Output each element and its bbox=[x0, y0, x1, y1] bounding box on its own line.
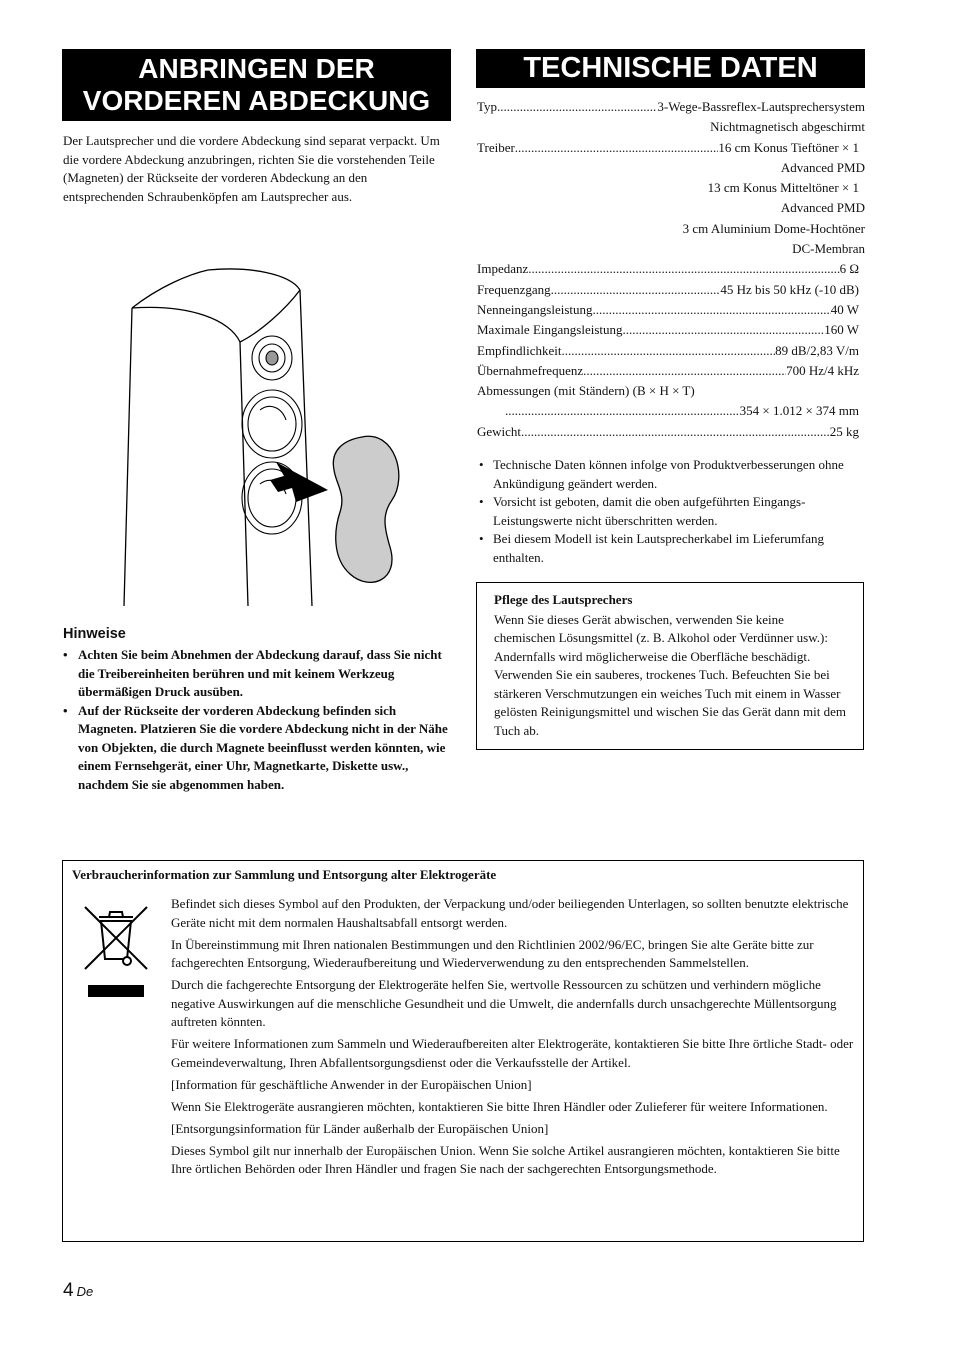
spec-row-weight bbox=[477, 422, 865, 442]
page-footer bbox=[63, 1280, 93, 1302]
page-number: 4 bbox=[63, 1280, 74, 1301]
spec-note-item: • Technische Daten können infolge von Produktverbesserungen ohne Ankündigung geändert werden. bbox=[477, 456, 865, 493]
note-item: • Achten Sie beim Abnehmen der Abdeckung darauf, dass Sie nicht die Treibereinheiten berühren und mit keinem Werkzeug übermäßigen Druck ausüben. bbox=[63, 646, 451, 702]
spec-value: 45 Hz bis 50 kHz (-10 dB) bbox=[720, 281, 859, 297]
weee-paragraph: In Übereinstimmung mit Ihren nationalen Bestimmungen und den Richtlinien 2002/96/EC, bringen Sie alte Geräte bitte zur fachgerechten Entsorgung, Wiederaufbereitung und Wiederverwendung zu den entsprechenden Sammelstellen. bbox=[171, 936, 814, 970]
spec-value: 16 cm Konus Tieftöner × 1 bbox=[718, 139, 859, 155]
section-title-specs: TECHNISCHE DATEN bbox=[476, 49, 865, 88]
spec-value: 354 × 1.012 × 374 mm bbox=[739, 403, 859, 419]
spec-label: Impedanz bbox=[477, 261, 529, 277]
spec-extra: 13 cm Konus Mitteltöner × 1 bbox=[707, 180, 859, 196]
weee-paragraph: [Information für geschäftliche Anwender in der Europäischen Union] bbox=[171, 1076, 532, 1092]
care-title: Pflege des Lautsprechers bbox=[494, 592, 633, 607]
spec-value: 89 dB/2,83 V/m bbox=[775, 342, 859, 358]
page-language: De bbox=[76, 1284, 94, 1299]
spec-label: Treiber bbox=[477, 139, 515, 155]
spec-extra: DC-Membran bbox=[792, 241, 865, 257]
spec-label: Typ bbox=[477, 99, 498, 114]
weee-info-box bbox=[62, 860, 864, 1242]
care-text: Wenn Sie dieses Gerät abwischen, verwenden Sie keine chemischen Lösungsmittel (z. B. Alkohol oder Verdünner usw.): Andernfalls wird möglicherweise die Oberfläche beschädigt. Verwenden Sie ein sauberes, trockenes Tuch. Befeuchten Sie bei stärkeren Verschmutzungen ein weiches Tuch mit einem in Wasser gelösten Reinigungsmittel und wischen Sie das Gerät dann mit dem Tuch ab. bbox=[494, 611, 847, 738]
spec-label: Gewicht bbox=[477, 423, 522, 439]
care-box bbox=[476, 582, 864, 750]
spec-label: Abmessungen (mit Ständern) (B × H × T) bbox=[477, 383, 695, 399]
weee-paragraph: Für weitere Informationen zum Sammeln und Wiederaufbereiten alter Elektrogeräte, kontaktieren Sie bitte Ihre örtliche Stadt- oder Gemeindeverwaltung, Ihren Abfallentsorgungsdienst oder die Verkaufsstelle der Artikel. bbox=[171, 1036, 854, 1070]
spec-extra: 3 cm Aluminium Dome-Hochtöner bbox=[682, 220, 865, 236]
note-item: • Auf der Rückseite der vorderen Abdeckung befinden sich Magneten. Platzieren Sie die vordere Abdeckung nicht in der Nähe von Objekten, die durch Magnete beeinflusst werden könnten, wie einem Fernsehgerät, einer Uhr, Magnetkarte, Diskette usw., nachdem Sie sie abgenommen haben. bbox=[63, 702, 451, 795]
spec-row-max-power bbox=[477, 320, 865, 340]
spec-notes-list bbox=[477, 456, 865, 567]
notes-heading: Hinweise bbox=[63, 626, 126, 642]
speaker-cabinet bbox=[124, 269, 312, 606]
weee-paragraph: Durch die fachgerechte Entsorgung der Elektrogeräte helfen Sie, wertvolle Ressourcen zu schützen und verhindern mögliche negative Auswirkungen auf die menschliche Gesundheit und die Umwelt, die andernfalls durch unsachgerechte Müllentsorgung auftreten könnten. bbox=[171, 977, 837, 1029]
spec-row-type bbox=[477, 97, 865, 117]
spec-label: Nenneingangsleistung bbox=[477, 301, 593, 317]
spec-value: 160 W bbox=[824, 322, 859, 338]
spec-note-item: • Bei diesem Modell ist kein Lautsprecherkabel im Lieferumfang enthalten. bbox=[477, 530, 865, 567]
spec-label: Empfindlichkeit bbox=[477, 342, 562, 358]
spec-extra: Advanced PMD bbox=[780, 200, 865, 216]
spec-value: 25 kg bbox=[829, 423, 859, 439]
spec-extra: Nichtmagnetisch abgeschirmt bbox=[710, 119, 865, 135]
weee-text bbox=[171, 895, 857, 1182]
spec-row-rated-power bbox=[477, 300, 865, 320]
section-title-front-cover bbox=[62, 49, 451, 121]
spec-table bbox=[477, 97, 865, 442]
speaker-cover-illustration bbox=[100, 262, 400, 608]
weee-paragraph: Wenn Sie Elektrogeräte ausrangieren möchten, kontaktieren Sie bitte Ihren Händler oder Zulieferer für weitere Informationen. bbox=[171, 1098, 828, 1114]
intro-paragraph: Der Lautsprecher und die vordere Abdeckung sind separat verpackt. Um die vordere Abdeckung anzubringen, richten Sie die vorstehenden Teile (Magneten) der Rückseite der vorderen Abdeckung an den entsprechenden Schraubenköpfen am Lautsprecher aus. bbox=[63, 133, 440, 204]
spec-row-drivers bbox=[477, 138, 865, 158]
weee-paragraph: Dieses Symbol gilt nur innerhalb der Europäischen Union. Wenn Sie solche Artikel ausrangieren möchten, kontaktieren Sie bitte Ihre örtlichen Behörden oder Ihren Händler und fragen Sie nach der sachgerechten Entsorgungsmethode. bbox=[171, 1142, 840, 1176]
front-cover-shape bbox=[333, 436, 399, 582]
section-title-line2: VORDEREN ABDECKUNG bbox=[82, 85, 431, 116]
section-title-line1: ANBRINGEN DER bbox=[138, 53, 375, 84]
spec-row-frequency bbox=[477, 280, 865, 300]
spec-note-item: • Vorsicht ist geboten, damit die oben aufgeführten Eingangs-Leistungswerte nicht überschritten werden. bbox=[477, 493, 865, 530]
spec-row-impedance bbox=[477, 259, 865, 279]
spec-label: Frequenzgang bbox=[477, 281, 551, 297]
notes-list bbox=[63, 646, 451, 794]
spec-row-sensitivity bbox=[477, 341, 865, 361]
weee-paragraph: Befindet sich dieses Symbol auf den Produkten, der Verpackung und/oder beiliegenden Unterlagen, so sollten benutzte elektrische Geräte nicht mit dem normalen Haushaltsabfall entsorgt werden. bbox=[171, 896, 849, 930]
spec-value: 700 Hz/4 kHz bbox=[786, 362, 859, 378]
spec-row-dimensions-value bbox=[477, 401, 865, 421]
spec-value: 40 W bbox=[830, 301, 859, 317]
spec-value: 6 Ω bbox=[839, 261, 859, 277]
spec-value: 3-Wege-Bassreflex-Lautsprechersystem bbox=[657, 99, 865, 114]
weee-paragraph: [Entsorgungsinformation für Länder außerhalb der Europäischen Union] bbox=[171, 1120, 549, 1136]
tweeter-driver bbox=[252, 336, 292, 380]
spec-row-dimensions bbox=[477, 381, 865, 401]
arrow-icon bbox=[270, 462, 328, 502]
spec-label: Übernahmefrequenz bbox=[477, 362, 584, 378]
spec-extra: Advanced PMD bbox=[780, 159, 865, 175]
spec-label: Maximale Eingangsleistung bbox=[477, 322, 623, 338]
weee-title: Verbraucherinformation zur Sammlung und Entsorgung alter Elektrogeräte bbox=[72, 867, 497, 882]
crossed-out-wheelie-bin-icon bbox=[83, 903, 149, 999]
spec-row-crossover bbox=[477, 361, 865, 381]
midrange-driver bbox=[242, 390, 302, 458]
